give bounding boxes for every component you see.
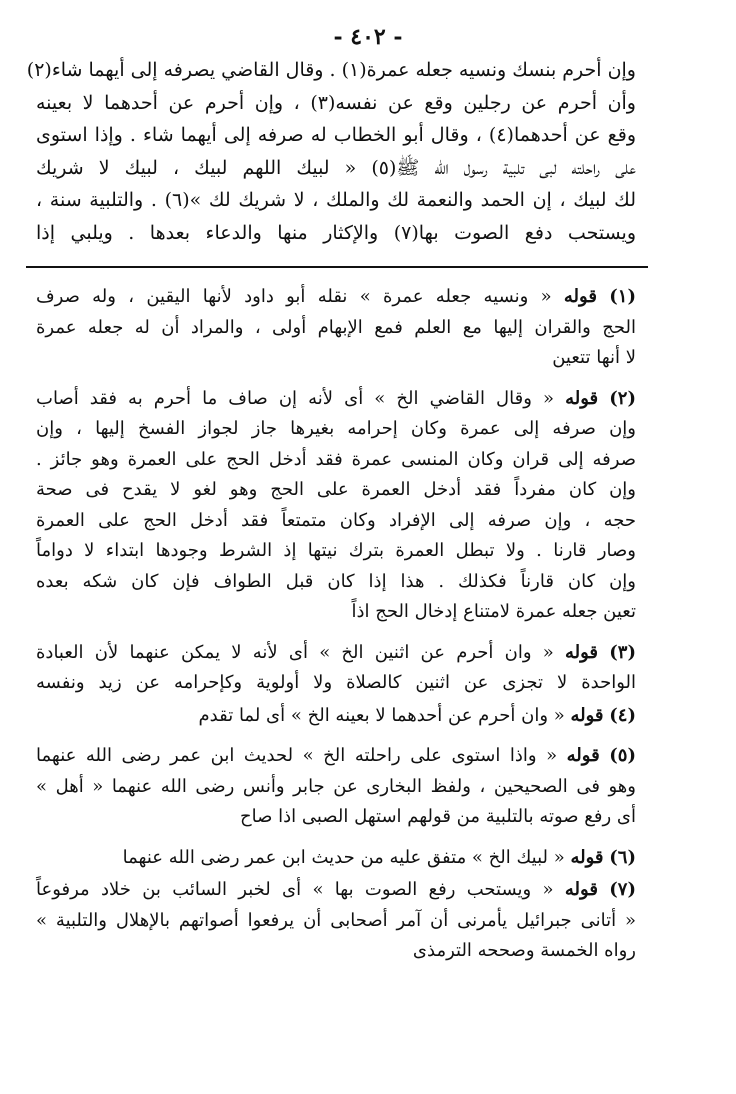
main-text-line: ويستحب دفع الصوت بها(٧) والإكثار منها والدعاء بعدها . ويلبي إذا bbox=[36, 221, 637, 244]
footnote-text: « ونسيه جعله عمرة » نقله أبو داود لأنها اليقين ، وله صرف bbox=[36, 286, 552, 307]
footnote-line bbox=[36, 741, 636, 772]
footnote-number: (١) bbox=[609, 286, 636, 307]
footnote-keyword: قوله bbox=[566, 745, 600, 766]
footnote-line: أى رفع صوته بالتلبية من قولهم استهل الصبى اذا صاح bbox=[240, 806, 636, 827]
footnote-number: (٣) bbox=[609, 641, 636, 663]
footnote-line: « أتانى جبرائيل يأمرنى أن آمر أصحابى أن يرفعوا أصواتهم بالإهلال والتلبية » bbox=[36, 909, 636, 931]
footnote-text: « لبيك الخ » متفق عليه من حديث ابن عمر رضى الله عنهما bbox=[122, 846, 565, 868]
footnote-line: لا أنها تتعين bbox=[552, 347, 636, 368]
footnote-keyword: قوله bbox=[564, 879, 598, 900]
footnote-line bbox=[36, 875, 636, 906]
page-number: - ٤٠٢ - bbox=[333, 24, 403, 50]
footnote-text: « وان أحرم عن أحدهما لا بعينه الخ » أى لما تقدم bbox=[198, 704, 565, 726]
footnote-number: (٤) bbox=[609, 704, 636, 726]
footnote-keyword: قوله bbox=[570, 846, 604, 868]
main-text-line: لك لبيك ، إن الحمد والنعمة لك والملك ، لا شريك لك »(٦) . والتلبية سنة ، bbox=[36, 189, 636, 212]
footnote-1 bbox=[36, 282, 636, 374]
footnote-text: « واذا استوى على راحلته الخ » لحديث ابن عمر رضى الله عنهما bbox=[36, 745, 558, 766]
footnote-line: تعين جعله عمرة لامتناع إدخال الحج اذاً bbox=[351, 601, 636, 622]
footnote-line bbox=[36, 843, 636, 874]
footnote-line bbox=[36, 384, 636, 415]
footnote-line: الحج والقران إليها مع العلم فمع الإبهام أولى ، والمراد أن له جعله عمرة bbox=[36, 316, 636, 338]
main-text-line: وقع عن أحدهما(٤) ، وقال أبو الخطاب له صرفه إلى أيهما شاء . وإذا استوى bbox=[36, 124, 636, 147]
footnote-4 bbox=[36, 701, 636, 732]
footnote-line: وإن كان مفرداً فقد أدخل العمرة على الحج وهو لغو لا يقدح فى صحة bbox=[36, 479, 636, 500]
footnote-text: « ويستحب رفع الصوت بها » أى لخبر السائب بن خلاد مرفوعاً bbox=[36, 879, 554, 900]
footnote-line: وهو فى الصحيحين ، ولفظ البخارى عن جابر وأنس رضى الله عنهما « أهل » bbox=[36, 775, 636, 797]
footnote-line: الواحدة لا تجزى عن اثنين كالصلاة ولا أولوية وكإحرامه عن زيد ونفسه bbox=[36, 672, 636, 693]
footnote-line: وإن صرفه إلى عمرة وكان إحرامه بغيرها جاز لجواز الفسخ إليها ، وإن bbox=[36, 418, 636, 439]
footnote-number: (٦) bbox=[609, 846, 636, 868]
footnote-6 bbox=[36, 843, 636, 874]
footnote-number: (٧) bbox=[609, 879, 636, 900]
footnote-line: وإن كان قارناً فكذلك . هذا إذا كان قبل الطواف فإن كان شكه بعده bbox=[36, 570, 636, 592]
footnote-text: « وقال القاضي الخ » أى لأنه إن صاف ما أحرم به فقد أصاب bbox=[36, 387, 555, 409]
footnote-divider bbox=[26, 266, 648, 268]
footnote-text: « وان أحرم عن اثنين الخ » أى لأنه لا يمكن عنهما لأن العبادة bbox=[36, 641, 554, 663]
footnote-keyword: قوله bbox=[564, 641, 599, 663]
footnote-number: (٢) bbox=[609, 387, 636, 409]
footnote-7 bbox=[36, 875, 636, 967]
footnote-number: (٥) bbox=[609, 745, 636, 766]
footnote-line bbox=[36, 638, 636, 669]
main-text-line: وإن أحرم بنسك ونسيه جعله عمرة(١) . وقال القاضي يصرفه إلى أيهما شاء(٢) bbox=[26, 59, 636, 81]
footnote-line: صرفه إلى قران وكان المنسى عمرة فقد أدخل الحج على العمرة وهو جائز . bbox=[36, 448, 636, 470]
footnote-line bbox=[36, 701, 636, 732]
footnote-keyword: قوله bbox=[563, 286, 597, 307]
main-text-line: وأن أحرم عن رجلين وقع عن نفسه(٣) ، وإن أحرم عن أحدهما لا بعينه bbox=[36, 91, 636, 114]
footnote-keyword: قوله bbox=[565, 387, 599, 409]
main-text-line: على راحلته لبى تلبية رسول الله ﷺ(٥) « لبيك اللهم لبيك ، لبيك لا شريك bbox=[36, 156, 637, 179]
footnote-line: وصار قارنا . ولا تبطل العمرة بترك نيتها إذ الشرط وجودها ابتداء لا دواماً bbox=[36, 540, 636, 561]
footnote-3 bbox=[36, 638, 636, 699]
footnote-line: حجه ، وإن صرفه إلى الإفراد وكان متمتعاً فقد أدخل الحج على العمرة bbox=[36, 509, 636, 531]
main-text bbox=[26, 54, 637, 250]
footnote-line bbox=[36, 282, 636, 313]
footnote-2 bbox=[36, 384, 636, 628]
footnote-line: رواه الخمسة وصححه الترمذى bbox=[412, 940, 636, 961]
footnote-keyword: قوله bbox=[570, 704, 604, 726]
footnotes bbox=[36, 282, 636, 977]
footnote-5 bbox=[36, 741, 636, 833]
